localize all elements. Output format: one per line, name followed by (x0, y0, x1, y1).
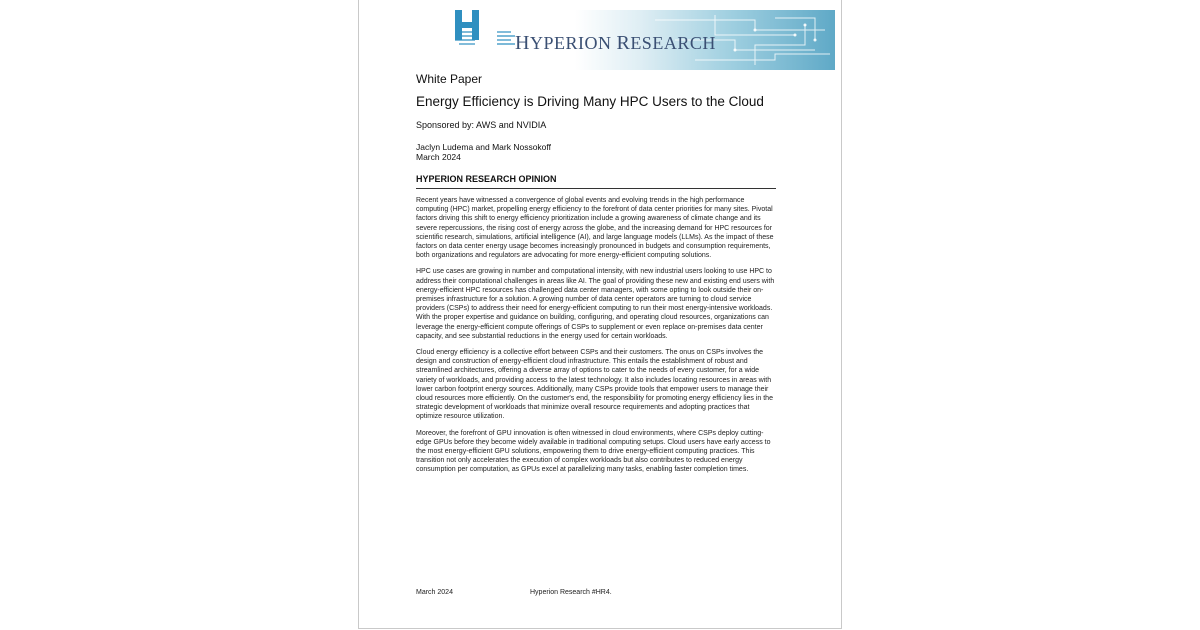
body-text (416, 196, 776, 482)
brand-name (515, 32, 716, 55)
publication-date: March 2024 (416, 152, 461, 162)
authors: Jaclyn Ludema and Mark Nossokoff (416, 142, 551, 152)
sponsor-line: Sponsored by: AWS and NVIDIA (416, 120, 547, 130)
brand-word-2: ESEARCH (630, 33, 716, 53)
paragraph: Cloud energy efficiency is a collective effort between CSPs and their customers. The onus on CSPs involves the design and construction of energy-efficient cloud infrastructure. This entails the establishment of robust and streamlined architectures, offering a diverse array of options to cater to the needs of every customer, for a wide variety of workloads, and providing access to the latest technology. It also includes locating resources in areas with lower carbon footprint energy sources. Additionally, many CSPs provide tools that empower users to manage their cloud resources more efficiently. On the customer's end, the responsibility for promoting energy efficiency lies in the strategic development of workloads that minimize overall resource requirements and adopting practices that optimize resource utilization. (416, 349, 773, 421)
paragraph: Recent years have witnessed a convergence of global events and evolving trends in the high performance computing (HPC) market, propelling energy efficiency to the forefront of data center priorities for many sites. Pivotal factors driving this shift to energy efficiency prioritization include a growing awareness of climate change and its severe repercussions, the rising cost of energy across the globe, and the increasing demand for HPC resources for scientific research, simulations, artificial intelligence (AI), and large language models (LLMs). As the impact of these factors on data center energy usage becomes increasingly pronounced in budgets and consumption requirements, both organizations and regulators are advocating for more energy-efficient computing solutions. (416, 197, 774, 260)
paragraph: Moreover, the forefront of GPU innovation is often witnessed in cloud environments, where CSPs deploy cutting-edge GPUs before they become widely available in traditional computing setups. Cloud users have early access to the most energy-efficient GPU solutions, empowering them to drive energy-efficient computing practices. This transition not only accelerates the execution of complex workloads but also contributes to reduced energy consumption per computation, as GPUs excel at parallelizing many tasks, enabling faster completion times. (416, 429, 771, 474)
brand-initial-r: R (616, 32, 631, 54)
header-banner (455, 10, 835, 70)
footer-doc-id: Hyperion Research #HR4. (530, 589, 612, 596)
brand-word-1: YPERION (529, 33, 612, 53)
document-title: Energy Efficiency is Driving Many HPC Users to the Cloud (416, 94, 764, 109)
document-page (358, 0, 842, 629)
document-type: White Paper (416, 72, 483, 86)
section-heading: HYPERION RESEARCH OPINION (416, 174, 776, 189)
paragraph: HPC use cases are growing in number and computational intensity, with new industrial users looking to use HPC to address their computational challenges in areas like AI. The goal of providing these new and existing end users with energy-efficient HPC resources has challenged data center managers, with some opting to look outside their on-premises infrastructure for a solution. A growing number of data center operators are turning to cloud service providers (CSPs) to address their need for energy-efficient computing to run their most energy-intensive workloads. With the proper expertise and guidance on building, configuring, and operating cloud resources, organizations can leverage the energy-efficient compute offerings of CSPs to supplement or even replace on-premises data center capacity, and see substantial reductions in the energy used for certain workloads. (416, 268, 775, 340)
footer-date: March 2024 (416, 589, 453, 596)
brand-initial-h: H (515, 32, 530, 54)
hyperion-h-logo-icon (455, 10, 479, 40)
